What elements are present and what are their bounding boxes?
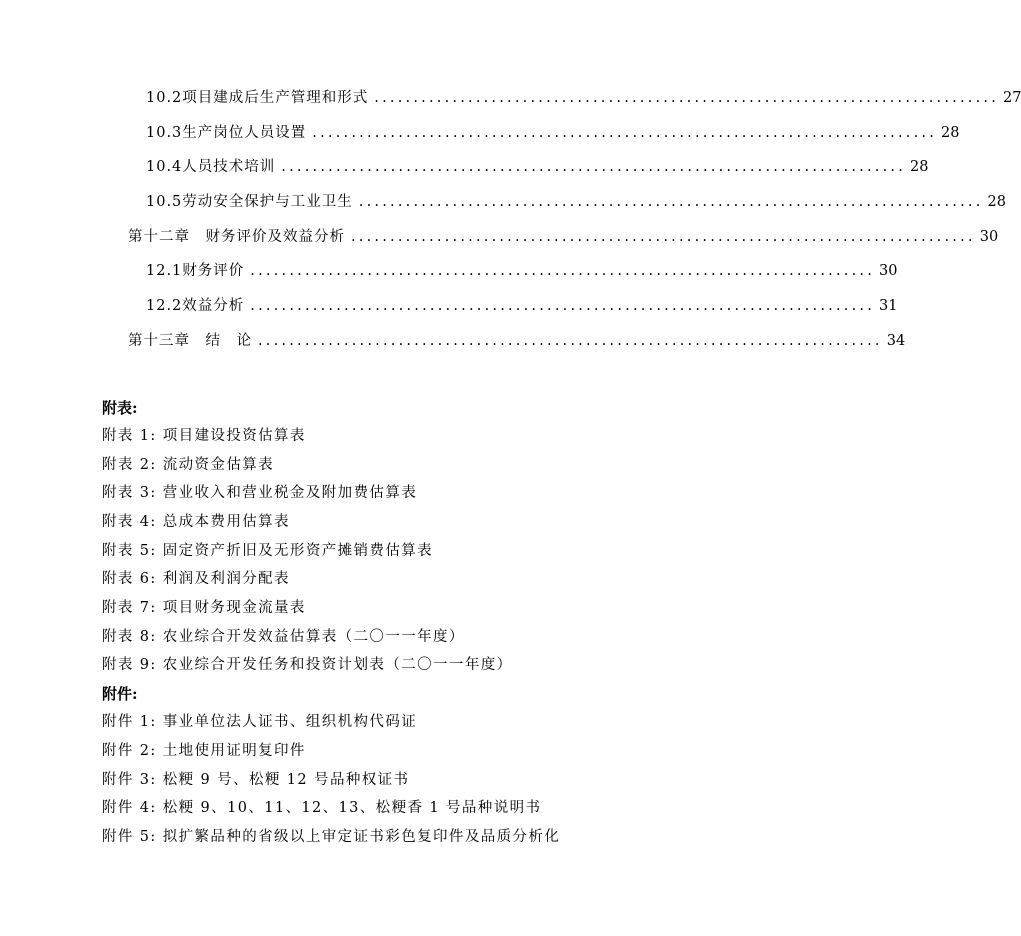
toc-entry-title: 10.2项目建成后生产管理和形式 (146, 90, 369, 106)
toc-entry-title: 12.2效益分析 (146, 298, 245, 314)
attachment-item-5: 附件 5: 拟扩繁品种的省级以上审定证书彩色复印件及品质分析化 (102, 829, 561, 845)
attachment-item-3: 附件 3: 松粳 9 号、松粳 12 号品种权证书 (102, 772, 410, 788)
toc-leader-dots: ................................................................................ (358, 194, 984, 210)
attachments-heading: 附件: (102, 685, 138, 703)
toc-entry-title: 12.1财务评价 (146, 263, 245, 279)
toc-leader-dots: ................................................................................ (250, 263, 876, 279)
attachment-item-1: 附件 1: 事业单位法人证书、组织机构代码证 (102, 714, 418, 730)
toc-entry-12-1[interactable] (146, 261, 898, 281)
toc-leader-dots: ................................................................................ (374, 90, 1000, 106)
toc-page-number: 27 (1003, 90, 1021, 106)
toc-leader-dots: ................................................................................ (281, 159, 907, 175)
toc-entry-title: 10.3生产岗位人员设置 (146, 125, 307, 141)
toc-entry-title: 第十二章 财务评价及效益分析 (128, 229, 345, 245)
toc-entry-chapter-12[interactable] (128, 227, 999, 247)
table-item-5: 附表 5: 固定资产折旧及无形资产摊销费估算表 (102, 543, 434, 559)
attachment-item-2: 附件 2: 土地使用证明复印件 (102, 743, 306, 759)
table-item-7: 附表 7: 项目财务现金流量表 (102, 600, 306, 616)
table-item-1: 附表 1: 项目建设投资估算表 (102, 428, 306, 444)
table-item-4: 附表 4: 总成本费用估算表 (102, 514, 290, 530)
toc-entry-chapter-13[interactable] (128, 331, 906, 351)
attachment-item-4: 附件 4: 松粳 9、10、11、12、13、松粳香 1 号品种说明书 (102, 800, 542, 816)
table-item-8: 附表 8: 农业综合开发效益估算表（二〇一一年度） (102, 629, 465, 645)
table-item-3: 附表 3: 营业收入和营业税金及附加费估算表 (102, 485, 418, 501)
toc-entry-title: 10.5劳动安全保护与工业卫生 (146, 194, 353, 210)
toc-leader-dots: ................................................................................ (250, 298, 876, 314)
toc-page-number: 30 (879, 263, 898, 279)
toc-entry-10-4[interactable] (146, 157, 929, 177)
table-item-2: 附表 2: 流动资金估算表 (102, 457, 275, 473)
toc-leader-dots: ................................................................................ (351, 229, 976, 245)
toc-page-number: 30 (979, 229, 999, 245)
toc-page-number: 28 (910, 159, 929, 175)
table-item-9: 附表 9: 农业综合开发任务和投资计划表（二〇一一年度） (102, 657, 513, 673)
toc-entry-title: 10.4人员技术培训 (146, 159, 276, 175)
toc-entry-10-3[interactable] (146, 123, 960, 143)
toc-leader-dots: ................................................................................ (258, 333, 883, 349)
toc-leader-dots: ................................................................................ (312, 125, 938, 141)
toc-page-number: 28 (987, 194, 1006, 210)
tables-heading: 附表: (102, 399, 138, 417)
toc-entry-10-5[interactable] (146, 192, 1006, 212)
table-item-6: 附表 6: 利润及利润分配表 (102, 571, 290, 587)
toc-page-number: 28 (941, 125, 960, 141)
toc-entry-10-2[interactable] (146, 88, 1021, 108)
toc-page-number: 31 (879, 298, 898, 314)
toc-page-number: 34 (886, 333, 906, 349)
toc-entry-12-2[interactable] (146, 296, 898, 316)
toc-entry-title: 第十三章 结 论 (128, 333, 252, 349)
